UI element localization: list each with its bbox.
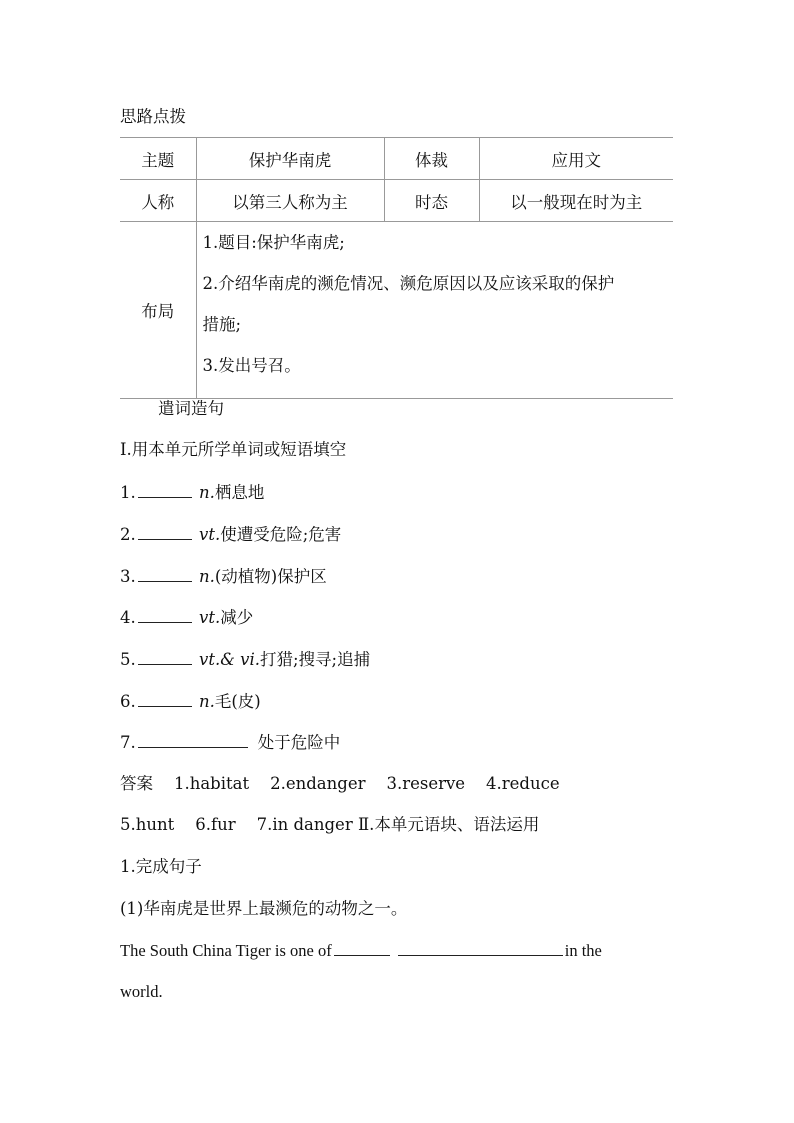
- item-number: 1.: [120, 483, 136, 502]
- sentence-part: The South China Tiger is one of: [120, 941, 332, 960]
- item-meaning: 处于危险中: [257, 733, 341, 752]
- answer-blank[interactable]: [398, 939, 563, 956]
- item-meaning: 打猎;搜寻;追捕: [259, 650, 371, 669]
- table-cell: 应用文: [479, 138, 673, 180]
- table-cell: 时态: [384, 180, 479, 222]
- writing-guide-table: [120, 137, 673, 399]
- table-row: [120, 222, 673, 399]
- answer-line: 答案 1.habitat 2.endanger 3.reserve 4.reduce: [120, 774, 560, 793]
- fill-item: [120, 606, 253, 629]
- layout-item: 措施;: [202, 315, 242, 334]
- item-meaning: 减少: [220, 608, 254, 627]
- subsection-title: 1.完成句子: [120, 857, 202, 876]
- table-cell: 保护华南虎: [196, 138, 384, 180]
- layout-label: 布局: [120, 222, 196, 399]
- vocab-heading: 遣词造句: [158, 399, 224, 418]
- part-of-speech: n.: [199, 567, 215, 586]
- table-cell: 体裁: [384, 138, 479, 180]
- item-meaning: (动植物)保护区: [214, 567, 327, 586]
- answer-blank[interactable]: [138, 690, 192, 707]
- answer-line: 5.hunt 6.fur 7.in danger Ⅱ.本单元语块、语法运用: [120, 815, 540, 834]
- fill-item: [120, 690, 261, 713]
- table-cell: 以第三人称为主: [196, 180, 384, 222]
- fill-item: [120, 523, 341, 546]
- layout-item: 3.发出号召。: [202, 356, 301, 375]
- question-english: [120, 939, 602, 962]
- item-number: 6.: [120, 692, 136, 711]
- layout-item: 2.介绍华南虎的濒危情况、濒危原因以及应该采取的保护: [202, 274, 615, 293]
- part-of-speech: n.: [199, 692, 215, 711]
- item-meaning: 栖息地: [214, 483, 265, 502]
- table-cell: 主题: [120, 138, 196, 180]
- answer-blank[interactable]: [138, 565, 192, 582]
- fill-item: [120, 648, 370, 671]
- part-of-speech: vt.: [199, 608, 221, 627]
- answer-blank[interactable]: [138, 523, 192, 540]
- item-meaning: 毛(皮): [214, 692, 261, 711]
- fill-item: [120, 565, 327, 588]
- layout-item: 1.题目:保护华南虎;: [202, 233, 345, 252]
- table-row: [120, 180, 673, 222]
- table-cell: 以一般现在时为主: [479, 180, 673, 222]
- item-number: 4.: [120, 608, 136, 627]
- layout-content: [196, 222, 673, 399]
- part-of-speech: vt.: [199, 525, 221, 544]
- table-row: [120, 138, 673, 180]
- fill-item: [120, 481, 264, 504]
- item-number: 5.: [120, 650, 136, 669]
- part-of-speech: n.: [199, 483, 215, 502]
- section-title: 思路点拨: [120, 107, 186, 126]
- answer-blank[interactable]: [334, 939, 390, 956]
- question-chinese: (1)华南虎是世界上最濒危的动物之一。: [120, 899, 408, 918]
- part1-title: Ⅰ.用本单元所学单词或短语填空: [120, 440, 347, 459]
- sentence-part: in the: [564, 941, 602, 960]
- answer-blank[interactable]: [138, 481, 192, 498]
- answer-blank[interactable]: [138, 731, 248, 748]
- part-of-speech: vt.& vi.: [199, 650, 260, 669]
- answer-blank[interactable]: [138, 648, 192, 665]
- fill-item: [120, 731, 340, 754]
- item-meaning: 使遭受危险;危害: [220, 525, 342, 544]
- item-number: 2.: [120, 525, 136, 544]
- question-english-cont: world.: [120, 982, 163, 1001]
- item-number: 7.: [120, 733, 136, 752]
- answer-blank[interactable]: [138, 606, 192, 623]
- item-number: 3.: [120, 567, 136, 586]
- table-cell: 人称: [120, 180, 196, 222]
